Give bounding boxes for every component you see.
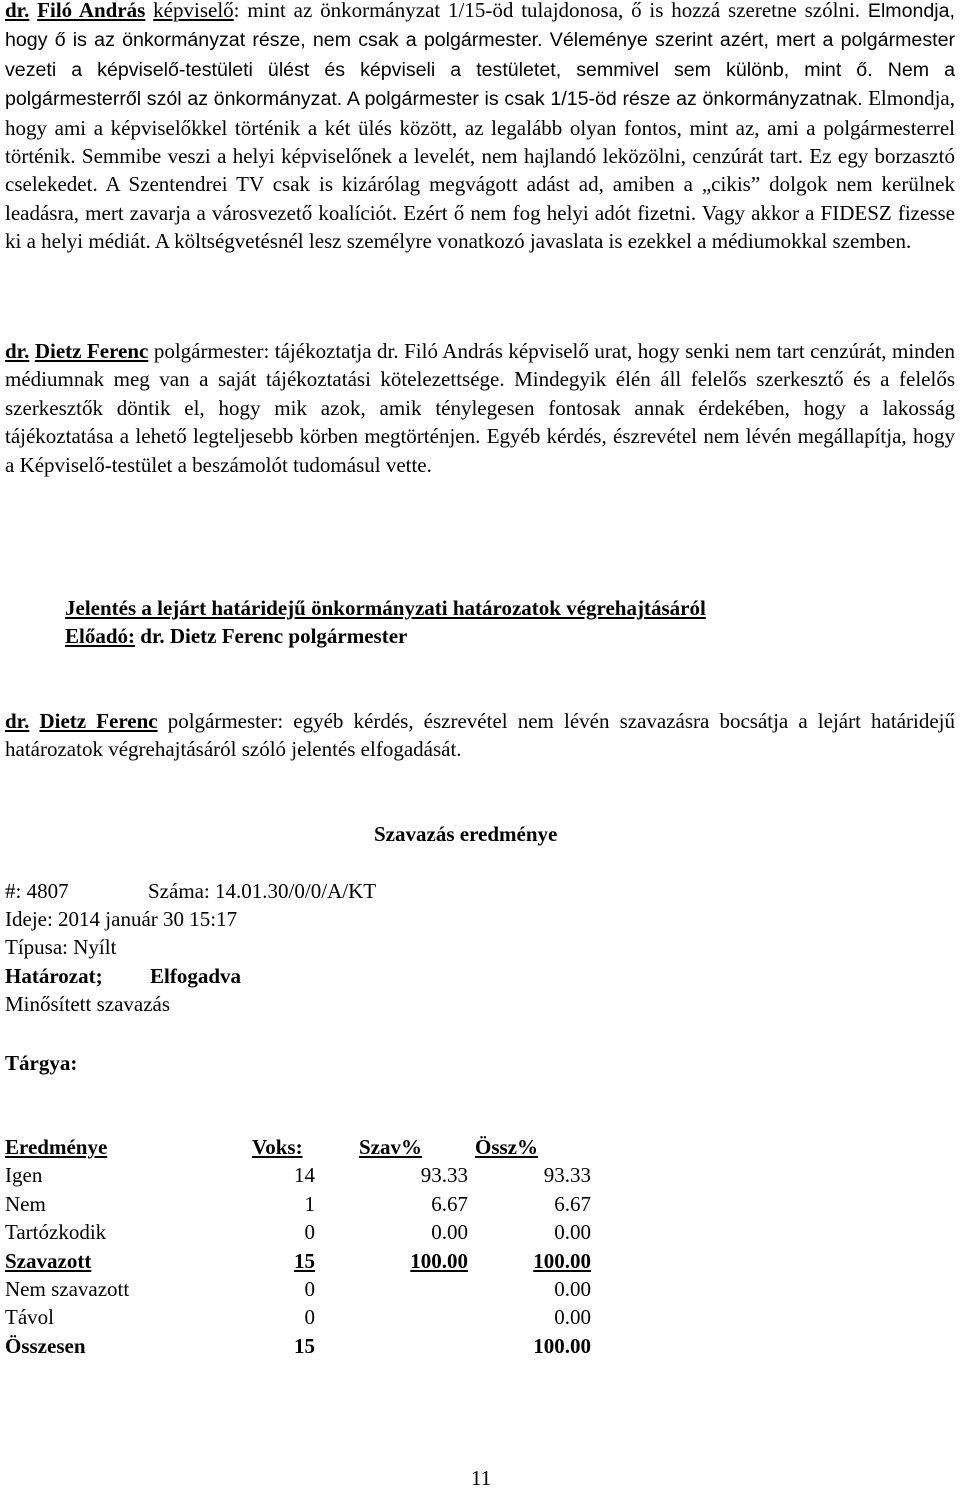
column-header: Voks: [252,1135,303,1159]
speaker-role: képviselő [153,0,234,22]
row-votes: 0 [304,1277,315,1302]
row-votes: 0 [304,1305,315,1330]
row-votes: 15 [294,1248,315,1273]
speaker-title: dr. [5,339,30,363]
row-total-percent: 93.33 [543,1163,591,1188]
row-label: Összesen [5,1333,86,1358]
vote-decision-label: Határozat; [5,964,103,988]
paragraph-dietz-reply [5,337,955,479]
vote-subject-label: Tárgya: [5,1051,78,1075]
row-total-percent: 0.00 [554,1277,591,1302]
section-heading: Jelentés a lejárt határidejű önkormányzati határozatok végrehajtásáról [65,596,706,620]
presenter-label: Előadó: [65,624,136,648]
vote-number: Száma: 14.01.30/0/0/A/KT [148,879,377,903]
row-total-percent: 100.00 [533,1248,591,1273]
paragraph-text: : mint az önkormányzat 1/15-öd tulajdonosa, ő is hozzá szeretne szólni. [233,0,861,22]
row-total-percent: 0.00 [554,1220,591,1245]
row-label: Nem [5,1191,46,1216]
paragraph-dietz-vote [5,707,955,764]
row-voted-percent [315,1303,468,1331]
row-total-percent: 6.67 [554,1191,591,1216]
row-label: Szavazott [5,1248,92,1273]
table-row [5,1190,591,1218]
row-votes: 1 [304,1191,315,1216]
table-row [5,1332,591,1360]
presenter-name: dr. Dietz Ferenc polgármester [135,624,408,648]
vote-decision-value: Elfogadva [150,964,242,988]
vote-title: Szavazás eredménye [374,822,558,846]
paragraph-text: Elmondja, hogy ő is az önkormányzat része, nem csak a polgármester. Véleménye szerint azért, mert a polgármester vezeti a képviselő-testületi ülést és képviseli a testületet, semmivel sem különb, mint ő. Nem a polgármesterről szól az önkormányzat. A polgármester is csak 1/15-öd része az önkormányzatnak. [5,0,956,111]
paragraph-text: polgármester: tájékoztatja dr. Filó András képviselő urat, hogy senki nem tart cenzúrát, minden médiumnak meg van a saját tájékoztatási kötelezettsége. Mindegyik élén áll felelős szerkesztő és a felelős szerkesztők döntik el, hogy mik azok, amik ténylegesen fontosak annak érdekében, hogy a lakosság tájékoztatása a lehető legteljesebb körben megtörténjen. Egyéb kérdés, észrevétel nem lévén megállapítja, hogy a Képviselő-testület a beszámolót tudomásul vette. [5,339,955,477]
column-header: Szav% [359,1135,422,1159]
speaker-title: dr. [5,709,30,733]
table-row [5,1218,591,1246]
paragraph-text: polgármester: egyéb kérdés, észrevétel nem lévén szavazásra bocsátja a lejárt határidejű határozatok végrehajtásáról szóló jelentés elfogadását. [5,709,955,762]
row-label: Igen [5,1163,43,1188]
table-row [5,1247,591,1275]
row-total-percent: 0.00 [554,1305,591,1330]
row-voted-percent: 93.33 [420,1163,468,1188]
speaker-name: Filó András [37,0,146,22]
row-voted-percent: 100.00 [410,1248,468,1273]
paragraph-text: Elmondja, hogy ami a képviselőkkel történik a két ülés között, az legalább olyan fontos, mint az, ami a polgármesterrel történik. Semmibe veszi a helyi képviselőnek a levelét, nem hajlandó leközölni, cenzúrát tart. Ez egy borzasztó cselekedet. A Szentendrei TV csak is kizárólag megvágott adást ad, amiben a „cikis” dolgok nem kerülnek leadásra, mert zavarja a városvezető koalíciót. Ezért ő nem fog helyi adót fizetni. Vagy akkor a FIDESZ fizesse ki a helyi médiát. A költségvetésnél lesz személyre vonatkozó javaslata is ezekkel a médiumokkal szemben. [5,86,955,254]
table-header-row [5,1133,591,1161]
row-votes: 0 [304,1220,315,1245]
vote-qualified: Minősített szavazás [5,992,171,1016]
speaker-name: Dietz Ferenc [39,709,158,733]
table-row [5,1303,591,1331]
column-header: Eredménye [5,1135,108,1159]
row-votes: 15 [294,1333,315,1358]
column-header: Össz% [475,1135,538,1159]
row-label: Távol [5,1305,54,1330]
vote-type: Típusa: Nyílt [5,935,117,959]
speaker-title: dr. [5,0,30,22]
row-label: Nem szavazott [5,1277,130,1302]
vote-id: #: 4807 [5,879,69,903]
row-label: Tartózkodik [5,1220,107,1245]
row-votes: 14 [294,1163,315,1188]
paragraph-filo [5,0,955,256]
table-row [5,1275,591,1303]
speaker-name: Dietz Ferenc [34,339,149,363]
vote-results-table [5,1133,591,1360]
page-number: 11 [471,1466,492,1490]
row-voted-percent: 6.67 [431,1191,468,1216]
row-voted-percent [315,1332,468,1360]
row-total-percent: 100.00 [533,1333,591,1358]
table-row [5,1161,591,1189]
vote-time: Ideje: 2014 január 30 15:17 [5,907,238,931]
row-voted-percent [315,1275,468,1303]
row-voted-percent: 0.00 [431,1220,468,1245]
presenter-line [65,622,407,650]
